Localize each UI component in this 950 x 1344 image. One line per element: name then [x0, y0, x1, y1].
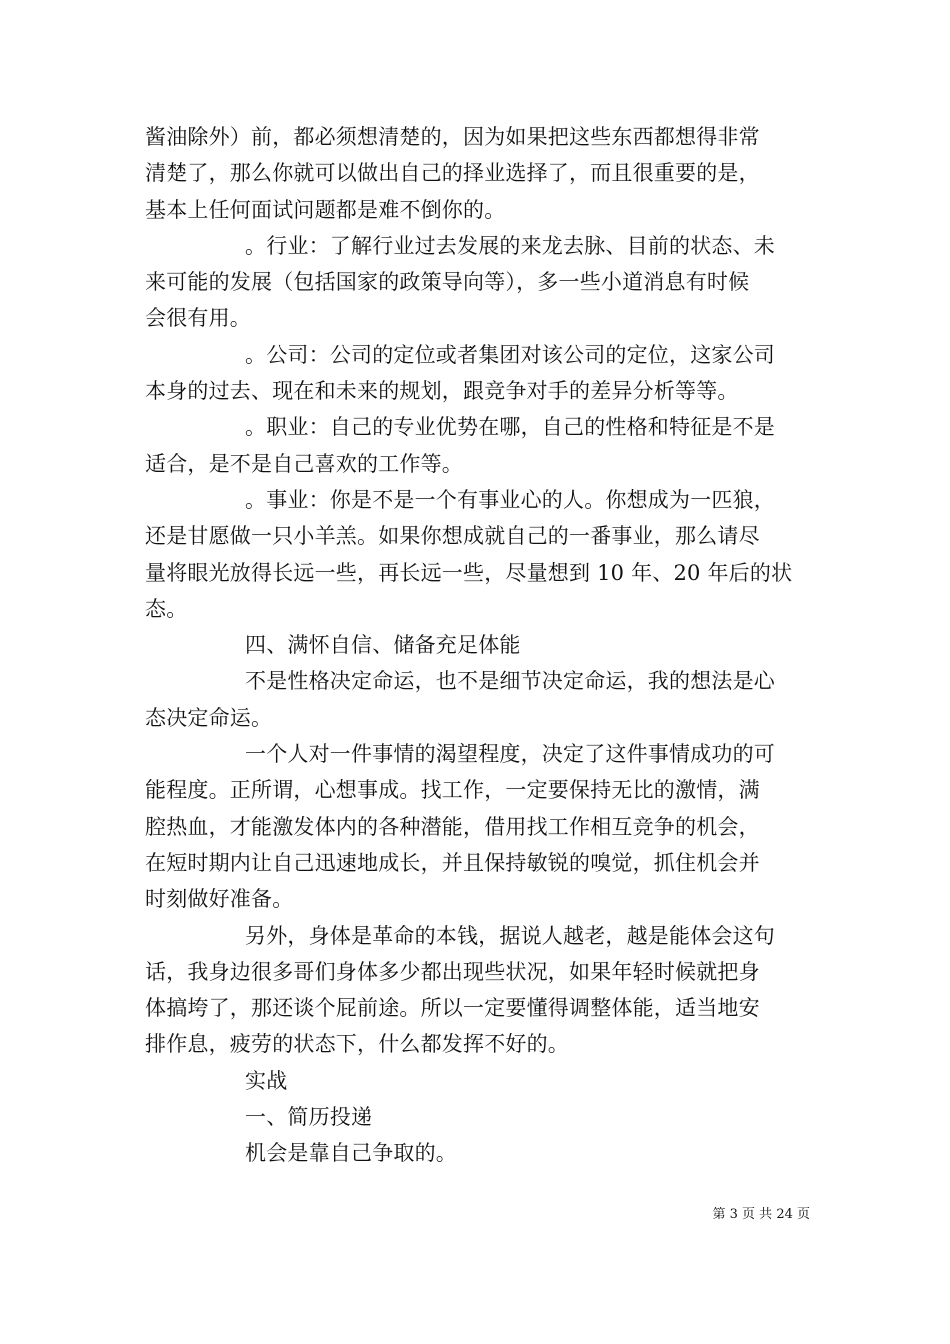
- text-line: 来可能的发展（包括国家的政策导向等），多一些小道消息有时候: [145, 270, 750, 295]
- text-line: 体搞垮了，那还谈个屁前途。所以一定要懂得调整体能，适当地安: [145, 996, 760, 1021]
- text-line: 。行业：了解行业过去发展的来龙去脉、目前的状态、未: [245, 233, 775, 258]
- text-line: 。职业：自己的专业优势在哪，自己的性格和特征是不是: [245, 415, 775, 440]
- document-body: [145, 119, 810, 1172]
- text-line: 本身的过去、现在和未来的规划，跟竞争对手的差异分析等等。: [145, 379, 739, 404]
- text-line: 基本上任何面试问题都是难不倒你的。: [145, 197, 506, 222]
- text-line: 实战: [245, 1068, 288, 1093]
- text-line: 会很有用。: [145, 306, 251, 331]
- text-line: 一、简历投递: [245, 1105, 373, 1130]
- text-line: 另外，身体是革命的本钱，据说人越老，越是能体会这句: [245, 923, 775, 948]
- text-line: 能程度。正所谓，心想事成。找工作，一定要保持无比的激情，满: [145, 778, 760, 803]
- text-line: 态决定命运。: [145, 705, 273, 730]
- text-line: 在短时期内让自己迅速地成长，并且保持敏锐的嗅觉，抓住机会并: [145, 850, 760, 875]
- text-line: 腔热血，才能激发体内的各种潜能，借用找工作相互竞争的机会，: [145, 814, 760, 839]
- text-line: 还是甘愿做一只小羊羔。如果你想成就自己的一番事业，那么请尽: [145, 524, 760, 549]
- text-line: 酱油除外）前，都必须想清楚的，因为如果把这些东西都想得非常: [145, 125, 760, 149]
- text-line: 清楚了，那么你就可以做出自己的择业选择了，而且很重要的是，: [145, 161, 760, 186]
- text-line: 。事业：你是不是一个有事业心的人。你想成为一匹狼，: [245, 487, 775, 512]
- text-line: 。公司：公司的定位或者集团对该公司的定位，这家公司: [245, 342, 775, 367]
- page-number-footer: 第 3 页 共 24 页: [712, 1207, 810, 1222]
- text-line: 机会是靠自己争取的。: [245, 1141, 457, 1166]
- text-line: 话，我身边很多哥们身体多少都出现些状况，如果年轻时候就把身: [145, 959, 760, 984]
- text-line: 一个人对一件事情的渴望程度，决定了这件事情成功的可: [245, 742, 775, 767]
- text-line: 不是性格决定命运，也不是细节决定命运，我的想法是心: [245, 669, 775, 694]
- text-line: 时刻做好准备。: [145, 887, 294, 912]
- text-line: 量将眼光放得长远一些，再长远一些，尽量想到 10 年、20 年后的状: [145, 560, 793, 585]
- text-line: 适合，是不是自己喜欢的工作等。: [145, 451, 463, 476]
- text-line: 排作息，疲劳的状态下，什么都发挥不好的。: [145, 1032, 569, 1057]
- text-line: 四、满怀自信、储备充足体能: [245, 633, 521, 658]
- text-line: 态。: [145, 596, 188, 621]
